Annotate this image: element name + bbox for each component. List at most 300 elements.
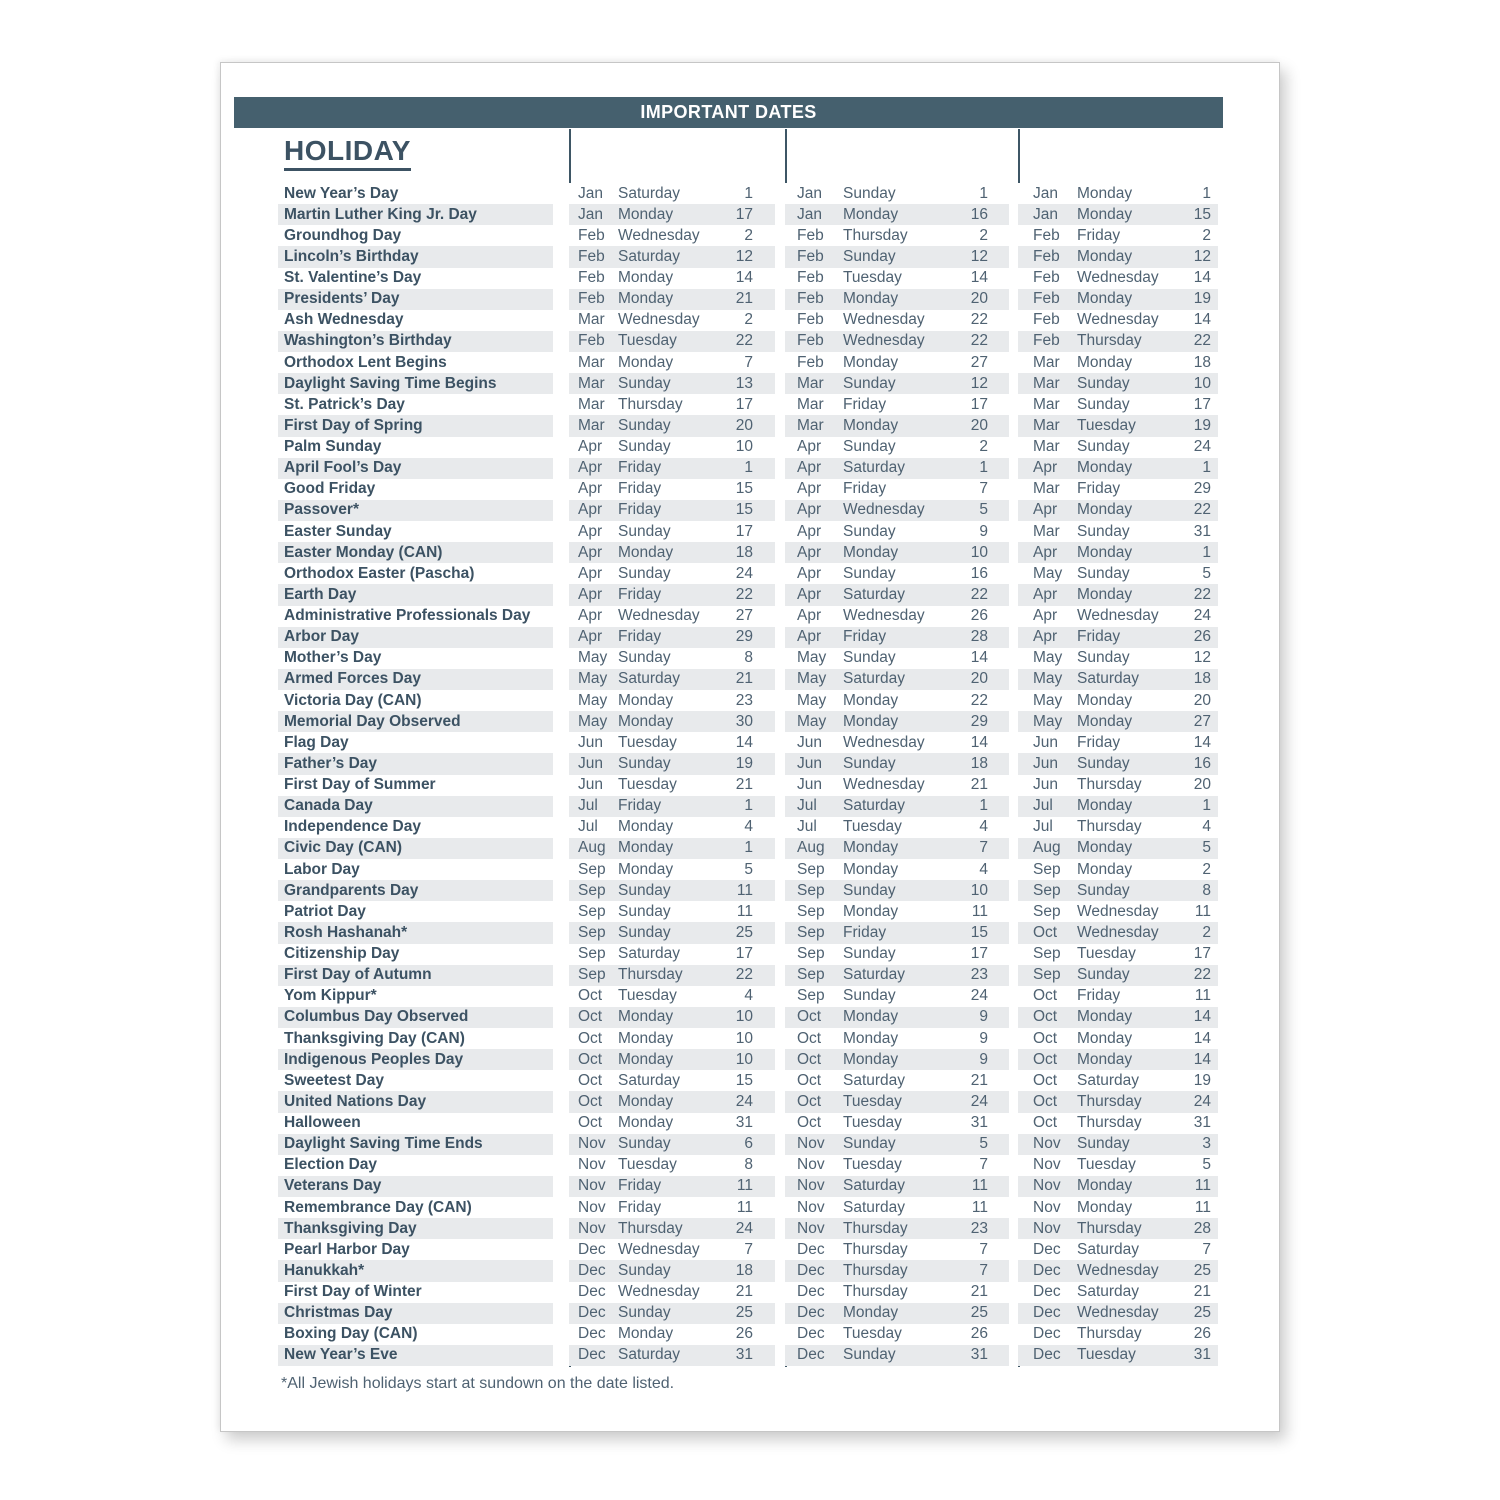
weekday-name: Sunday [843,247,896,265]
month-abbrev: May [1033,564,1063,582]
day-number: 28 [970,628,988,646]
day-number: 5 [1202,564,1211,582]
year1-date-cell [569,627,785,648]
year3-date-cell [1018,1113,1218,1134]
weekday-name: Sunday [618,1304,671,1322]
year3-date-cell [1018,606,1218,627]
month-abbrev: Oct [1033,1029,1058,1047]
weekday-name: Monday [1077,1198,1133,1216]
planner-page [220,62,1280,1432]
year2-date-cell [785,732,1018,753]
month-abbrev: Oct [578,1092,603,1110]
month-abbrev: Nov [797,1198,825,1216]
weekday-name: Saturday [843,670,906,688]
year3-date-cell [1018,1028,1218,1049]
weekday-name: Wednesday [1077,1261,1159,1279]
holiday-name: Indigenous Peoples Day [278,1049,569,1070]
weekday-name: Tuesday [1077,1156,1136,1174]
weekday-name: Thursday [843,1240,908,1258]
year3-date-cell [1018,753,1218,774]
table-row [278,225,1218,246]
weekday-name: Sunday [843,945,896,963]
year2-date-cell [785,204,1018,225]
weekday-name: Wednesday [1077,311,1159,329]
weekday-name: Sunday [843,881,896,899]
day-number: 22 [735,585,753,603]
day-number: 11 [736,1198,753,1216]
year2-date-cell [785,1303,1018,1324]
month-abbrev: Nov [1033,1177,1061,1195]
year2-date-cell [785,225,1018,246]
weekday-name: Sunday [843,184,896,202]
year2-date-cell [785,521,1018,542]
day-number: 29 [735,628,753,646]
table-row [278,753,1218,774]
day-number: 14 [970,733,988,751]
month-abbrev: Dec [578,1346,606,1364]
day-number: 4 [979,860,988,878]
holiday-name: Grandparents Day [278,880,569,901]
weekday-name: Sunday [618,902,671,920]
month-abbrev: Oct [1033,987,1058,1005]
weekday-name: Monday [618,1050,674,1068]
month-abbrev: Oct [797,1114,822,1132]
day-number: 17 [1193,395,1211,413]
day-number: 31 [1193,1114,1211,1132]
table-row [278,1303,1218,1324]
weekday-name: Saturday [1077,670,1140,688]
weekday-name: Wednesday [1077,923,1159,941]
year1-date-cell [569,394,785,415]
weekday-name: Monday [1077,353,1133,371]
day-number: 21 [970,1071,988,1089]
day-number: 27 [970,353,988,371]
weekday-name: Sunday [618,438,671,456]
year3-date-cell [1018,859,1218,880]
holiday-name: Lincoln’s Birthday [278,246,569,267]
year2-date-cell [785,1049,1018,1070]
weekday-name: Monday [843,353,899,371]
day-number: 1 [1202,459,1211,477]
month-abbrev: Aug [797,839,825,857]
month-abbrev: Feb [797,332,824,350]
year2-date-cell [785,922,1018,943]
day-number: 17 [970,945,988,963]
year1-date-cell [569,331,785,352]
weekday-name: Monday [618,818,674,836]
day-number: 31 [1193,1346,1211,1364]
table-row [278,310,1218,331]
day-number: 13 [735,374,753,392]
year3-date-cell [1018,1091,1218,1112]
table-row [278,1324,1218,1345]
year1-date-cell [569,1134,785,1155]
year3-date-cell [1018,479,1218,500]
year3-date-cell [1018,1239,1218,1260]
day-number: 7 [744,353,753,371]
day-number: 22 [1193,585,1211,603]
month-abbrev: Apr [797,522,822,540]
month-abbrev: Nov [578,1135,606,1153]
month-abbrev: Apr [797,480,822,498]
month-abbrev: Dec [578,1325,606,1343]
day-number: 15 [735,480,753,498]
weekday-name: Wednesday [843,733,925,751]
weekday-name: Monday [843,839,899,857]
month-abbrev: Jun [1033,733,1058,751]
month-abbrev: Apr [578,607,603,625]
year2-date-cell [785,289,1018,310]
day-number: 26 [735,1325,753,1343]
month-abbrev: Oct [578,1050,603,1068]
month-abbrev: Sep [797,881,825,899]
year2-date-cell [785,1070,1018,1091]
day-number: 15 [1193,205,1211,223]
year3-date-cell [1018,1134,1218,1155]
month-abbrev: Nov [797,1156,825,1174]
holiday-name: Thanksgiving Day (CAN) [278,1028,569,1049]
weekday-name: Saturday [618,670,681,688]
day-number: 12 [970,247,988,265]
day-number: 24 [1193,607,1211,625]
weekday-name: Sunday [618,374,671,392]
month-abbrev: Nov [578,1156,606,1174]
month-abbrev: Aug [1033,839,1061,857]
month-abbrev: Sep [797,902,825,920]
weekday-name: Monday [1077,290,1133,308]
month-abbrev: Apr [797,564,822,582]
day-number: 2 [1202,923,1211,941]
day-number: 24 [735,1219,753,1237]
weekday-name: Monday [843,205,899,223]
month-abbrev: Feb [578,332,605,350]
weekday-name: Sunday [1077,395,1130,413]
month-abbrev: Aug [578,839,606,857]
holiday-name: Flag Day [278,732,569,753]
table-row [278,711,1218,732]
weekday-name: Tuesday [843,269,902,287]
year2-date-cell [785,1260,1018,1281]
year1-date-cell [569,922,785,943]
day-number: 1 [1202,543,1211,561]
day-number: 12 [1193,649,1211,667]
month-abbrev: Feb [578,226,605,244]
day-number: 18 [970,754,988,772]
day-number: 22 [1193,332,1211,350]
month-abbrev: Sep [578,881,606,899]
month-abbrev: Oct [797,1029,822,1047]
table-row [278,415,1218,436]
month-abbrev: Jun [797,733,822,751]
weekday-name: Friday [618,459,662,477]
day-number: 5 [979,1135,988,1153]
table-row [278,331,1218,352]
month-abbrev: Mar [1033,395,1060,413]
weekday-name: Sunday [843,374,896,392]
weekday-name: Thursday [1077,776,1142,794]
year3-date-cell [1018,1260,1218,1281]
weekday-name: Monday [843,1050,899,1068]
month-abbrev: Nov [1033,1198,1061,1216]
weekday-name: Saturday [1077,1240,1140,1258]
weekday-name: Monday [618,860,674,878]
month-abbrev: May [1033,691,1063,709]
year3-date-cell [1018,394,1218,415]
year2-date-cell [785,606,1018,627]
day-number: 26 [1193,1325,1211,1343]
day-number: 1 [744,184,753,202]
month-abbrev: Sep [1033,966,1061,984]
year2-date-cell [785,817,1018,838]
month-abbrev: Mar [1033,438,1060,456]
table-row [278,648,1218,669]
day-number: 14 [735,733,753,751]
holiday-name: Patriot Day [278,901,569,922]
weekday-name: Monday [1077,839,1133,857]
weekday-name: Tuesday [1077,1346,1136,1364]
weekday-name: Sunday [1077,374,1130,392]
weekday-name: Monday [618,1325,674,1343]
table-row [278,183,1218,204]
day-number: 20 [1193,776,1211,794]
year1-date-cell [569,1091,785,1112]
month-abbrev: Jul [578,797,598,815]
month-abbrev: Mar [578,395,605,413]
weekday-name: Monday [618,543,674,561]
weekday-name: Sunday [843,649,896,667]
month-abbrev: Oct [578,1114,603,1132]
year3-date-cell [1018,500,1218,521]
holiday-name: April Fool’s Day [278,458,569,479]
month-abbrev: Jun [797,754,822,772]
year2-date-cell [785,479,1018,500]
day-number: 31 [970,1346,988,1364]
day-number: 22 [970,691,988,709]
day-number: 25 [970,1304,988,1322]
weekday-name: Sunday [1077,966,1130,984]
weekday-name: Monday [843,712,899,730]
weekday-name: Monday [1077,712,1133,730]
weekday-name: Friday [1077,733,1121,751]
month-abbrev: Feb [797,269,824,287]
month-abbrev: Sep [1033,945,1061,963]
day-number: 10 [735,1050,753,1068]
month-abbrev: Apr [578,543,603,561]
day-number: 14 [1193,1029,1211,1047]
year3-date-cell [1018,1007,1218,1028]
holiday-name: Presidents’ Day [278,289,569,310]
weekday-name: Saturday [1077,1283,1140,1301]
holiday-name: Daylight Saving Time Ends [278,1134,569,1155]
year1-date-cell [569,1070,785,1091]
month-abbrev: Apr [578,501,603,519]
table-row [278,1345,1218,1366]
month-abbrev: May [1033,649,1063,667]
day-number: 8 [744,1156,753,1174]
weekday-name: Saturday [843,459,906,477]
year1-date-cell [569,437,785,458]
month-abbrev: Feb [1033,269,1060,287]
holiday-name: New Year’s Day [278,183,569,204]
weekday-name: Monday [843,860,899,878]
day-number: 20 [970,290,988,308]
weekday-name: Friday [618,797,662,815]
day-number: 1 [979,797,988,815]
weekday-name: Sunday [843,1135,896,1153]
holiday-name: Good Friday [278,479,569,500]
day-number: 22 [1193,966,1211,984]
day-number: 31 [970,1114,988,1132]
year2-date-cell [785,1134,1018,1155]
weekday-name: Sunday [618,881,671,899]
day-number: 17 [735,395,753,413]
day-number: 9 [979,1008,988,1026]
year2-date-cell [785,944,1018,965]
year3-date-cell [1018,289,1218,310]
weekday-name: Sunday [843,438,896,456]
year1-date-cell [569,352,785,373]
table-row [278,1007,1218,1028]
day-number: 1 [979,459,988,477]
year1-date-cell [569,268,785,289]
day-number: 2 [979,438,988,456]
month-abbrev: Apr [797,628,822,646]
holiday-name: Groundhog Day [278,225,569,246]
weekday-name: Friday [618,585,662,603]
year1-date-cell [569,1282,785,1303]
holiday-name: United Nations Day [278,1091,569,1112]
day-number: 4 [1202,818,1211,836]
weekday-name: Sunday [618,649,671,667]
month-abbrev: Dec [1033,1304,1061,1322]
weekday-name: Sunday [618,564,671,582]
day-number: 16 [1193,754,1211,772]
holiday-name: Remembrance Day (CAN) [278,1197,569,1218]
day-number: 24 [735,564,753,582]
weekday-name: Sunday [1077,1135,1130,1153]
weekday-name: Wednesday [618,226,700,244]
month-abbrev: Mar [1033,416,1060,434]
year2-date-cell [785,1345,1018,1366]
table-row [278,204,1218,225]
year1-date-cell [569,1239,785,1260]
month-abbrev: Oct [797,1008,822,1026]
holiday-name: Rosh Hashanah* [278,922,569,943]
year3-date-cell [1018,373,1218,394]
day-number: 14 [735,269,753,287]
table-row [278,584,1218,605]
month-abbrev: Jun [578,733,603,751]
year1-date-cell [569,1028,785,1049]
day-number: 10 [1193,374,1211,392]
month-abbrev: Apr [1033,585,1058,603]
year3-date-cell [1018,965,1218,986]
month-abbrev: Apr [1033,543,1058,561]
weekday-name: Friday [1077,987,1121,1005]
month-abbrev: Sep [797,923,825,941]
year2-date-cell [785,331,1018,352]
year1-date-cell [569,965,785,986]
holiday-name: First Day of Autumn [278,965,569,986]
weekday-name: Monday [618,353,674,371]
weekday-name: Monday [1077,1029,1133,1047]
year3-date-cell [1018,1303,1218,1324]
year3-date-cell [1018,437,1218,458]
holiday-name: Hanukkah* [278,1260,569,1281]
holiday-name: Daylight Saving Time Begins [278,373,569,394]
table-row [278,669,1218,690]
weekday-name: Tuesday [618,1156,677,1174]
month-abbrev: Feb [1033,247,1060,265]
month-abbrev: Jul [1033,797,1053,815]
month-abbrev: May [1033,712,1063,730]
month-abbrev: Oct [1033,1008,1058,1026]
weekday-name: Sunday [618,522,671,540]
table-row [278,986,1218,1007]
month-abbrev: Mar [797,416,824,434]
month-abbrev: Apr [1033,501,1058,519]
weekday-name: Sunday [1077,649,1130,667]
day-number: 11 [736,902,753,920]
year2-date-cell [785,1176,1018,1197]
month-abbrev: Nov [797,1219,825,1237]
holiday-name: St. Valentine’s Day [278,268,569,289]
month-abbrev: May [797,649,827,667]
holiday-name: Passover* [278,500,569,521]
weekday-name: Friday [618,480,662,498]
day-number: 7 [979,1261,988,1279]
day-number: 20 [735,416,753,434]
holiday-name: Labor Day [278,859,569,880]
year3-date-cell [1018,627,1218,648]
year3-date-cell [1018,986,1218,1007]
month-abbrev: Apr [578,522,603,540]
holiday-name: Canada Day [278,796,569,817]
day-number: 16 [970,205,988,223]
month-abbrev: Sep [1033,860,1061,878]
month-abbrev: Apr [578,480,603,498]
weekday-name: Thursday [1077,1325,1142,1343]
weekday-name: Monday [618,1092,674,1110]
year2-date-cell [785,753,1018,774]
weekday-name: Wednesday [1077,269,1159,287]
year2-date-cell [785,268,1018,289]
day-number: 19 [1193,1071,1211,1089]
month-abbrev: Feb [1033,332,1060,350]
table-row [278,352,1218,373]
year1-date-cell [569,500,785,521]
table-row [278,437,1218,458]
table-row [278,1049,1218,1070]
year1-date-cell [569,796,785,817]
year3-date-cell [1018,563,1218,584]
table-row [278,1197,1218,1218]
day-number: 24 [970,987,988,1005]
month-abbrev: Sep [797,860,825,878]
year1-date-cell [569,901,785,922]
weekday-name: Friday [618,1198,662,1216]
weekday-name: Thursday [1077,332,1142,350]
table-row [278,627,1218,648]
day-number: 17 [1193,945,1211,963]
table-row [278,394,1218,415]
weekday-name: Wednesday [843,607,925,625]
year2-date-cell [785,310,1018,331]
weekday-name: Wednesday [843,776,925,794]
day-number: 25 [1193,1304,1211,1322]
day-number: 14 [1193,733,1211,751]
month-abbrev: Feb [797,226,824,244]
